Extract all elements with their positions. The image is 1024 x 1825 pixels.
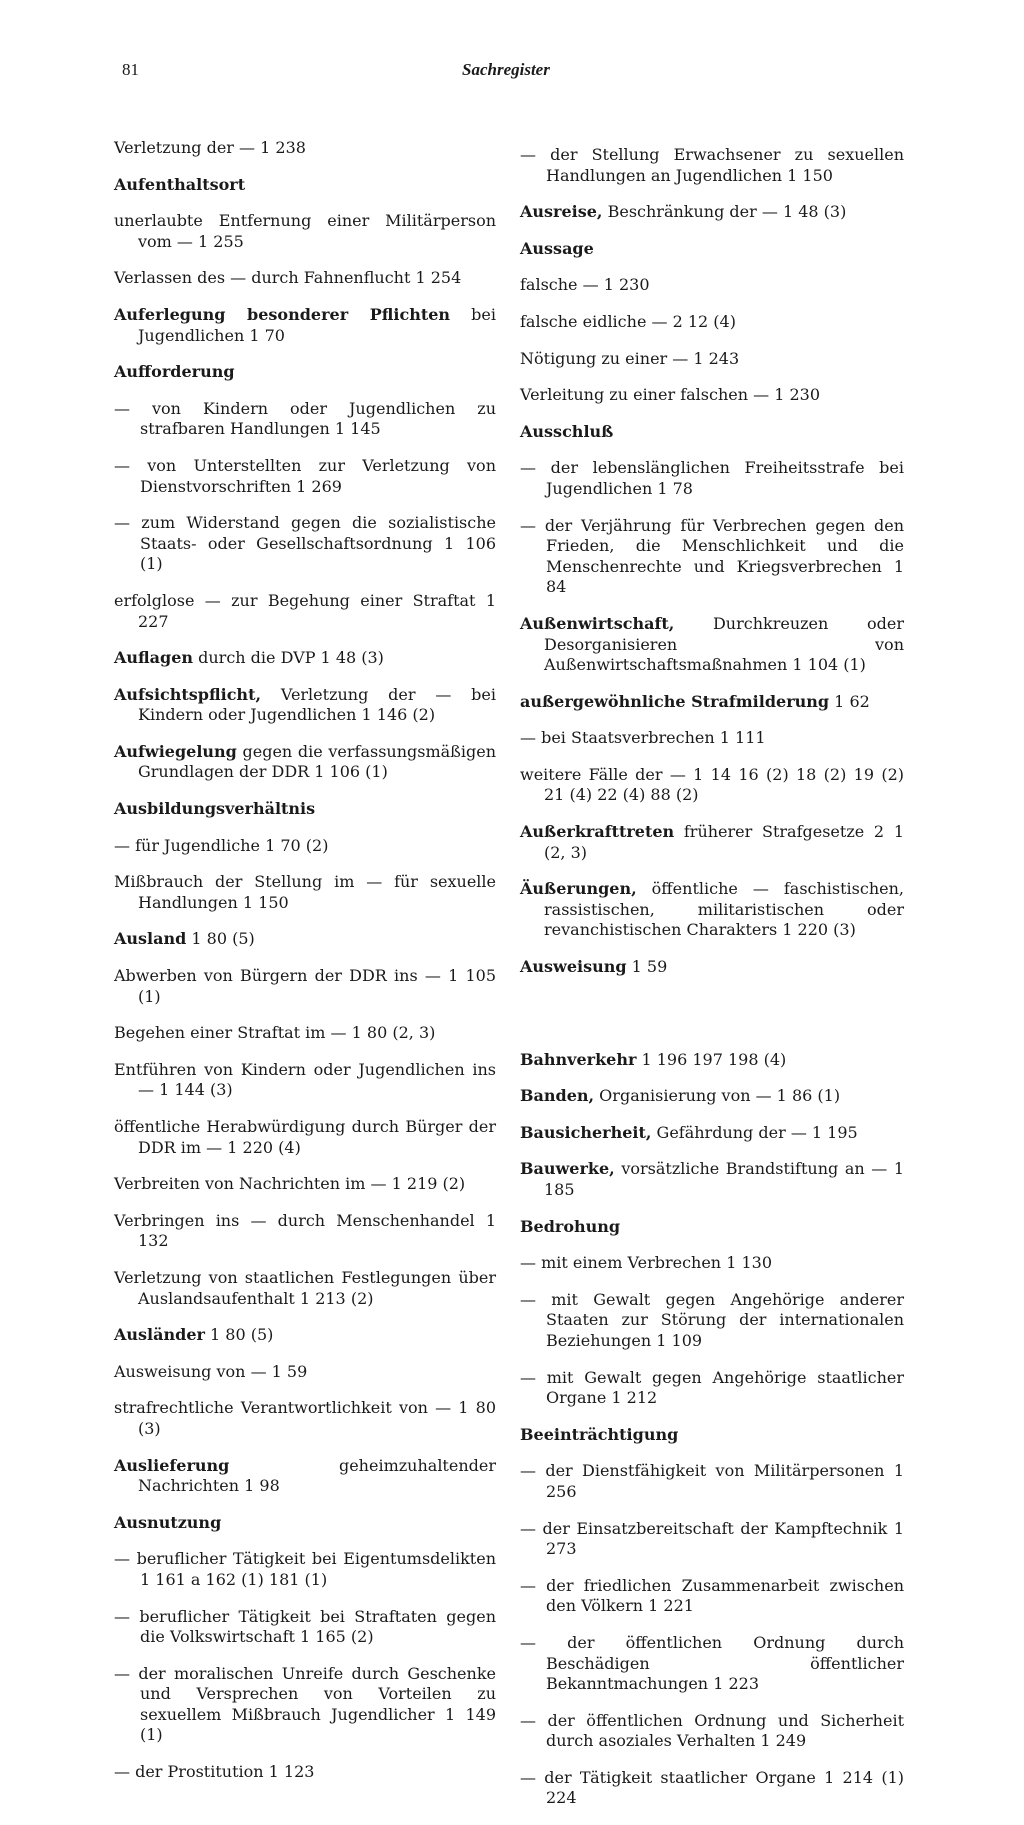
index-entry-heading	[114, 1456, 496, 1497]
index-subentry: falsche — 1 230	[520, 275, 650, 295]
index-entry-heading	[114, 648, 496, 669]
index-subentry: Begehen einer Straftat im — 1 80 (2, 3)	[114, 1023, 436, 1043]
index-subentry: unerlaubte Entfernung einer Militärperson vom — 1 255	[114, 211, 496, 251]
index-entry-heading	[520, 1050, 904, 1071]
index-entry-heading	[520, 202, 904, 223]
page-number: 81	[122, 60, 139, 79]
index-subentry-dash: — für Jugendliche 1 70 (2)	[114, 835, 329, 855]
index-subentry: erfolglose — zur Begehung einer Straftat 1 227	[114, 590, 496, 631]
index-reference: Durchkreuzen oder Desorganisieren von Außenwirtschaftsmaßnahmen 1 104 (1)	[544, 613, 904, 675]
index-entry-heading	[520, 422, 904, 443]
index-reference: Organisierung von — 1 86 (1)	[594, 1086, 841, 1106]
index-reference: früherer Strafgesetze 2 1 (2, 3)	[544, 822, 904, 862]
index-entry-heading	[520, 239, 904, 260]
index-subentry-dash: — der öffentlichen Ordnung durch Beschädigen öffentlicher Bekanntmachungen 1 223	[520, 1632, 904, 1694]
index-term: Bauwerke,	[520, 1159, 615, 1179]
index-term: Ausweisung	[520, 957, 627, 977]
index-subentry-dash: — mit einem Verbrechen 1 130	[520, 1253, 772, 1273]
index-subentry: Entführen von Kindern oder Jugendlichen ins — 1 144 (3)	[114, 1059, 496, 1100]
index-term: Ausschluß	[520, 421, 614, 441]
index-entry-heading	[114, 799, 496, 820]
index-entry-heading	[520, 822, 904, 863]
index-term: außergewöhnliche Strafmilderung	[520, 691, 830, 711]
index-column-right	[520, 129, 904, 1825]
index-subentry-dash: — mit Gewalt gegen Angehörige staatlicher Organe 1 212	[520, 1367, 904, 1408]
index-entry-heading	[520, 692, 904, 713]
index-reference: 1 62	[829, 691, 870, 711]
index-subentry: Verlassen des — durch Fahnenflucht 1 254	[114, 268, 462, 288]
index-term: Aufwiegelung	[114, 741, 237, 761]
index-reference: vorsätzliche Brandstiftung an — 1 185	[544, 1159, 904, 1199]
index-term: Aufsichtspflicht,	[114, 684, 262, 704]
index-reference: Beschränkung der — 1 48 (3)	[602, 202, 847, 222]
index-entry-heading	[520, 1217, 904, 1238]
index-subentry-dash: — der friedlichen Zusammenarbeit zwischen den Völkern 1 221	[520, 1575, 904, 1616]
index-subentry-dash: — der Verjährung für Verbrechen gegen den Frieden, die Menschlichkeit und die Menschenrechte und Kriegsverbrechen 1 84	[520, 515, 904, 597]
index-subentry-dash: — der Tätigkeit staatlicher Organe 1 214 (1) 224	[520, 1767, 904, 1808]
index-subentry-dash: — der Stellung Erwachsener zu sexuellen Handlungen an Jugendlichen 1 150	[520, 145, 904, 185]
index-subentry: weitere Fälle der — 1 14 16 (2) 18 (2) 19 (2) 21 (4) 22 (4) 88 (2)	[520, 764, 904, 805]
index-term: Auferlegung besonderer Pflichten	[114, 304, 451, 324]
index-reference: 1 80 (5)	[186, 929, 255, 949]
index-reference: gegen die verfassungsmäßigen Grundlagen der DDR 1 106 (1)	[138, 741, 496, 782]
index-entry-heading	[114, 685, 496, 726]
index-term: Beeinträchtigung	[520, 1424, 679, 1444]
index-subentry-dash: — von Kindern oder Jugendlichen zu strafbaren Handlungen 1 145	[114, 398, 496, 439]
section-gap	[520, 994, 904, 1034]
index-reference: geheimzuhaltender Nachrichten 1 98	[138, 1455, 496, 1496]
index-term: Bahnverkehr	[520, 1049, 637, 1069]
index-term: Ausreise,	[520, 202, 603, 222]
index-reference: 1 59	[626, 957, 668, 977]
index-term: Ausnutzung	[114, 1512, 222, 1532]
index-subentry: strafrechtliche Verantwortlichkeit von — 1 80 (3)	[114, 1398, 496, 1438]
index-subentry: Verbringen ins — durch Menschenhandel 1 132	[114, 1210, 496, 1251]
index-term: Banden,	[520, 1086, 595, 1106]
index-subentry-dash: — zum Widerstand gegen die sozialistische Staats- oder Gesellschaftsordnung 1 106 (1)	[114, 513, 496, 574]
index-reference: öffentliche — faschistischen, rassistischen, militaristischen oder revanchistischen Charakters 1 220 (3)	[544, 879, 904, 940]
index-term: Ausbildungsverhältnis	[114, 799, 316, 819]
index-subentry: Mißbrauch der Stellung im — für sexuelle Handlungen 1 150	[114, 872, 496, 912]
index-entry-heading	[114, 175, 496, 196]
index-entry-heading	[520, 1086, 904, 1107]
index-subentry: öffentliche Herabwürdigung durch Bürger der DDR im — 1 220 (4)	[114, 1117, 496, 1157]
index-reference: bei Jugendlichen 1 70	[138, 304, 496, 345]
index-subentry-dash: — der lebenslänglichen Freiheitsstrafe bei Jugendlichen 1 78	[520, 458, 904, 498]
index-entry-heading	[114, 742, 496, 783]
index-entry-heading	[520, 957, 904, 978]
index-subentry: Abwerben von Bürgern der DDR ins — 1 105 (1)	[114, 966, 496, 1006]
index-term: Außenwirtschaft,	[520, 613, 675, 633]
index-term: Bausicherheit,	[520, 1122, 652, 1142]
index-term: Auflagen	[114, 648, 194, 668]
index-term: Aufenthaltsort	[114, 174, 246, 194]
index-subentry-dash: — mit Gewalt gegen Angehörige anderer Staaten zur Störung der internationalen Beziehungen 1 109	[520, 1289, 904, 1350]
index-entry-heading	[520, 1425, 904, 1446]
index-entry-heading	[114, 305, 496, 346]
index-subentry-dash: — beruflicher Tätigkeit bei Eigentumsdelikten 1 161 a 162 (1) 181 (1)	[114, 1549, 496, 1589]
index-term: Ausländer	[114, 1325, 205, 1345]
index-term: Aussage	[520, 238, 594, 258]
index-column-left	[114, 122, 496, 1799]
index-subentry: Verletzung von staatlichen Festlegungen über Auslandsaufenthalt 1 213 (2)	[114, 1267, 496, 1308]
index-entry-heading	[520, 879, 904, 941]
index-subentry-dash: — beruflicher Tätigkeit bei Straftaten gegen die Volkswirtschaft 1 165 (2)	[114, 1606, 496, 1647]
index-entry-heading	[114, 1513, 496, 1534]
index-term: Bedrohung	[520, 1216, 621, 1236]
index-subentry-dash: — der Prostitution 1 123	[114, 1762, 315, 1782]
index-term: Aufforderung	[114, 362, 235, 382]
index-subentry-dash: — der moralischen Unreife durch Geschenke und Versprechen von Vorteilen zu sexuellem Mißbrauch Jugendlicher 1 149 (1)	[114, 1663, 496, 1745]
index-entry-heading	[520, 1123, 904, 1144]
index-subentry-dash: — bei Staatsverbrechen 1 111	[520, 728, 766, 748]
index-entry-heading	[114, 929, 496, 950]
index-reference: Gefährdung der — 1 195	[651, 1122, 858, 1142]
index-term: Auslieferung	[114, 1455, 230, 1475]
index-subentry: Ausweisung von — 1 59	[114, 1361, 308, 1381]
index-subentry-dash: — der Einsatzbereitschaft der Kampftechnik 1 273	[520, 1518, 904, 1559]
index-subentry: Verleitung zu einer falschen — 1 230	[520, 385, 820, 405]
index-subentry: Verbreiten von Nachrichten im — 1 219 (2)	[114, 1174, 466, 1194]
index-reference: 1 196 197 198 (4)	[636, 1049, 787, 1069]
index-subentry: falsche eidliche — 2 12 (4)	[520, 311, 736, 331]
index-subentry-dash: — der öffentlichen Ordnung und Sicherheit durch asoziales Verhalten 1 249	[520, 1710, 904, 1751]
index-entry-heading	[520, 614, 904, 676]
index-subentry-dash: — der Dienstfähigkeit von Militärpersonen 1 256	[520, 1461, 904, 1501]
index-subentry: Nötigung zu einer — 1 243	[520, 348, 740, 368]
index-subentry: Verletzung der — 1 238	[114, 138, 306, 157]
index-entry-heading	[520, 1159, 904, 1200]
page-header: Sachregister	[462, 60, 550, 79]
index-term: Ausland	[114, 929, 187, 949]
index-term: Äußerungen,	[520, 879, 637, 899]
index-entry-heading	[114, 362, 496, 383]
index-reference: 1 80 (5)	[204, 1325, 274, 1345]
index-reference: Verletzung der — bei Kindern oder Jugendlichen 1 146 (2)	[138, 684, 496, 725]
index-subentry-dash: — von Unterstellten zur Verletzung von Dienstvorschriften 1 269	[114, 455, 496, 496]
index-reference: durch die DVP 1 48 (3)	[193, 648, 384, 668]
index-entry-heading	[114, 1325, 496, 1346]
index-term: Außerkrafttreten	[520, 822, 675, 842]
